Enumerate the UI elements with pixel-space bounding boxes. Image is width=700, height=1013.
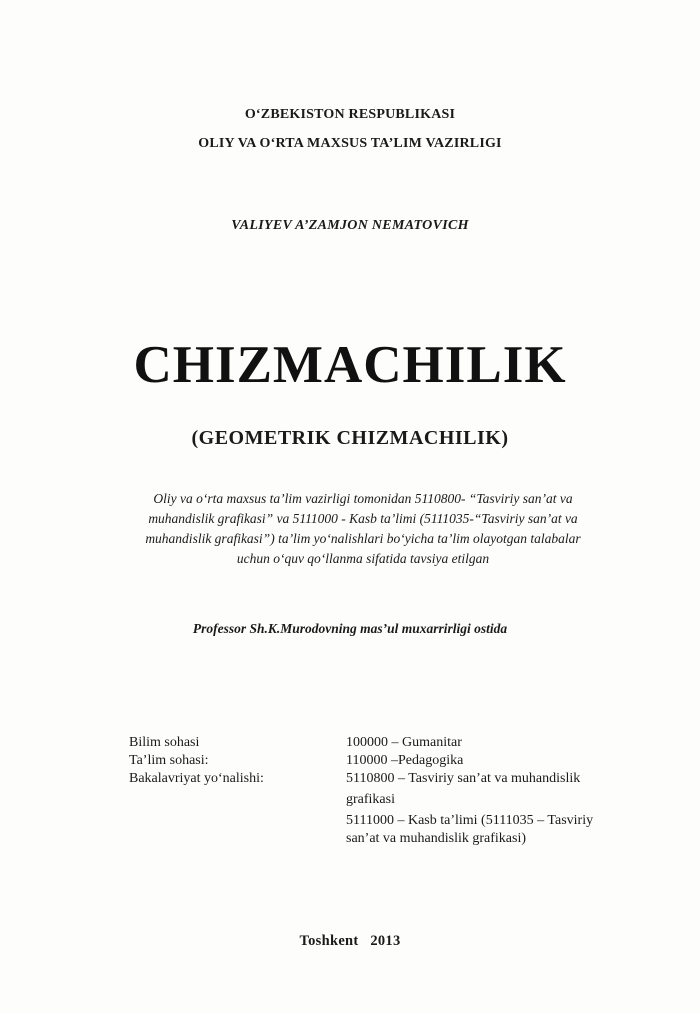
field-label: Bakalavriyat yo‘nalishi:: [129, 771, 264, 786]
book-subtitle: (GEOMETRIK CHIZMACHILIK): [191, 427, 509, 449]
city-year: Toshkent 2013: [299, 933, 401, 949]
description-line: uchun o‘quv qo‘llanma sifatida tavsiya etilgan: [236, 551, 490, 566]
description-line: muhandislik grafikasi” va 5111000 - Kasb ta’limi (5111035-“Tasviriy san’at va: [148, 511, 578, 526]
field-value: 5111000 – Kasb ta’limi (5111035 – Tasviriy: [346, 813, 594, 828]
description-line: muhandislik grafikasi”) ta’lim yo‘nalishlari bo‘yicha ta’lim olayotgan talabalar: [145, 531, 581, 546]
field-value: 110000 –Pedagogika: [346, 753, 464, 768]
editor-note: Professor Sh.K.Murodovning mas’ul muxarrirligi ostida: [192, 621, 508, 636]
field-label: Bilim sohasi: [129, 735, 200, 750]
description-line: Oliy va o‘rta maxsus ta’lim vazirligi tomonidan 5110800- “Tasviriy san’at va: [153, 491, 573, 506]
field-value: 5110800 – Tasviriy san’at va muhandislik: [346, 771, 581, 786]
field-value: san’at va muhandislik grafikasi): [346, 831, 527, 846]
ministry-heading: OLIY VA O‘RTA MAXSUS TA’LIM VAZIRLIGI: [198, 136, 502, 151]
field-label: Ta’lim sohasi:: [129, 753, 209, 768]
book-title: CHIZMACHILIK: [133, 336, 567, 394]
republic-heading: O‘ZBEKISTON RESPUBLIKASI: [244, 107, 456, 122]
field-value: grafikasi: [346, 792, 395, 807]
approval-description: [86, 489, 640, 569]
field-value: 100000 – Gumanitar: [346, 735, 462, 750]
author-name: VALIYEV A’ZAMJON NEMATOVICH: [231, 218, 469, 233]
